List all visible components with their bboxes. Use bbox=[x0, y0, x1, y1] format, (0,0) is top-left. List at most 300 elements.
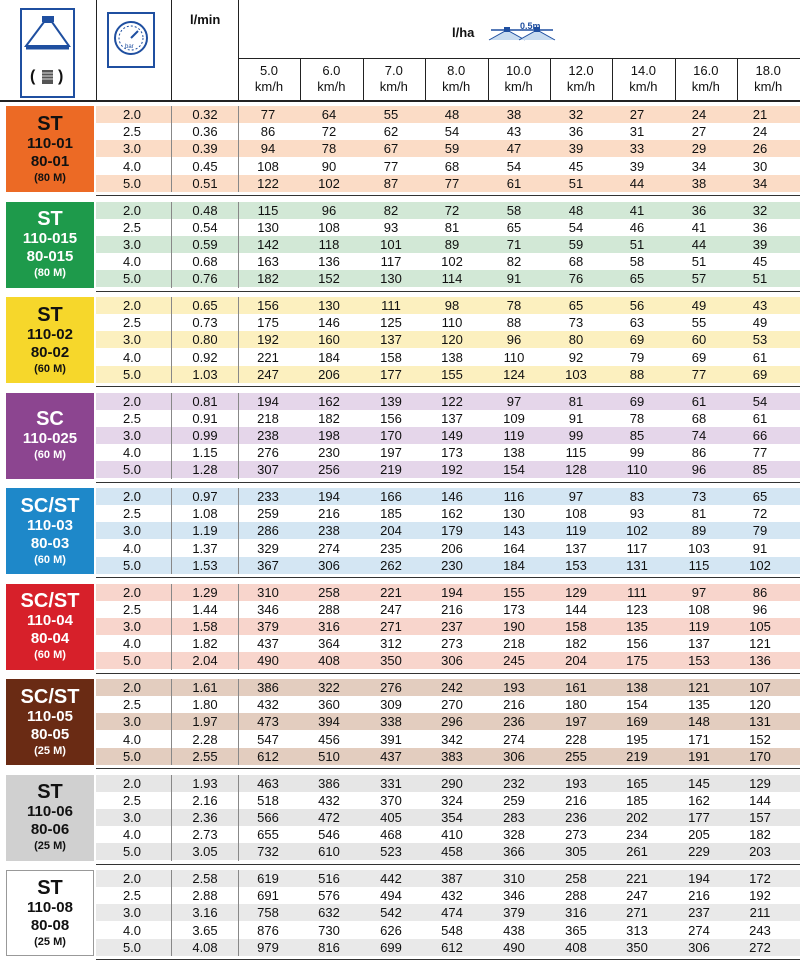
nozzle-label bbox=[6, 106, 94, 192]
rate-cell: 26 bbox=[752, 141, 768, 157]
pressure-cell: 3.0 bbox=[122, 905, 142, 921]
rate-cell: 115 bbox=[257, 202, 279, 218]
rate-cell: 274 bbox=[318, 540, 340, 556]
flow-cell: 0.73 bbox=[192, 315, 218, 331]
rate-cell: 117 bbox=[626, 540, 648, 556]
rate-cell: 548 bbox=[441, 922, 463, 938]
rate-cell: 51 bbox=[691, 254, 707, 270]
rate-cell: 256 bbox=[318, 462, 340, 478]
rate-cell: 182 bbox=[749, 827, 771, 843]
rate-cell: 238 bbox=[318, 523, 340, 539]
lmin-header: l/min bbox=[190, 12, 221, 27]
pressure-cell: 2.5 bbox=[122, 888, 142, 904]
rate-cell: 96 bbox=[752, 601, 768, 617]
rate-cell: 175 bbox=[626, 653, 648, 669]
rate-cell: 386 bbox=[257, 680, 279, 695]
rate-cell: 36 bbox=[691, 202, 707, 218]
nozzle-group bbox=[0, 584, 800, 672]
rate-cell: 152 bbox=[318, 271, 340, 287]
rate-cell: 130 bbox=[318, 298, 340, 313]
rate-cell: 518 bbox=[257, 792, 279, 808]
nozzle-label-line: 110-06 bbox=[27, 803, 73, 820]
pressure-cell: 5.0 bbox=[122, 462, 142, 478]
rate-cell: 437 bbox=[380, 748, 402, 764]
rate-cell: 142 bbox=[257, 236, 279, 252]
rate-cell: 197 bbox=[380, 445, 402, 461]
flow-cell: 1.97 bbox=[192, 714, 218, 730]
nozzle-group bbox=[0, 870, 800, 958]
rate-cell: 91 bbox=[506, 271, 522, 287]
rate-cell: 610 bbox=[318, 844, 340, 860]
speed-value: 12.0 bbox=[568, 63, 594, 78]
rate-cell: 54 bbox=[444, 124, 460, 140]
rate-cell: 247 bbox=[380, 601, 402, 617]
table-row bbox=[96, 775, 800, 792]
rate-cell: 234 bbox=[626, 827, 648, 843]
speed-value: 5.0 bbox=[259, 63, 279, 78]
rate-cell: 154 bbox=[626, 697, 648, 713]
flow-cell: 1.93 bbox=[192, 775, 218, 791]
rate-cell: 206 bbox=[318, 366, 340, 382]
flow-cell: 1.15 bbox=[192, 445, 218, 461]
rate-cell: 130 bbox=[257, 219, 279, 235]
rate-cell: 329 bbox=[257, 540, 279, 556]
rate-cell: 612 bbox=[257, 748, 279, 764]
rate-cell: 233 bbox=[257, 489, 279, 504]
rate-cell: 71 bbox=[506, 236, 522, 252]
table-row bbox=[96, 175, 800, 192]
rate-cell: 85 bbox=[629, 427, 645, 443]
rate-cell: 316 bbox=[565, 905, 587, 921]
rate-cell: 322 bbox=[318, 680, 340, 695]
rate-cell: 490 bbox=[257, 653, 279, 669]
rate-cell: 307 bbox=[257, 462, 279, 478]
pressure-cell: 4.0 bbox=[122, 445, 142, 461]
nozzle-label-line: (60 M) bbox=[34, 553, 66, 566]
rate-cell: 34 bbox=[752, 175, 768, 191]
table-row bbox=[96, 202, 800, 219]
rate-cell: 81 bbox=[691, 506, 707, 522]
rate-cell: 193 bbox=[503, 680, 525, 695]
speed-header-1 bbox=[300, 63, 362, 95]
rate-cell: 273 bbox=[441, 636, 463, 652]
rate-cell: 64 bbox=[321, 107, 337, 122]
nozzle-label-line: ST bbox=[37, 208, 63, 230]
rate-cell: 43 bbox=[752, 298, 768, 313]
pressure-cell: 2.0 bbox=[122, 393, 142, 409]
nozzle-label-line: SC bbox=[36, 408, 64, 430]
rate-cell: 387 bbox=[441, 871, 463, 886]
rate-cell: 80 bbox=[568, 332, 584, 348]
rate-cell: 288 bbox=[565, 888, 587, 904]
rate-cell: 45 bbox=[752, 254, 768, 270]
rate-cell: 342 bbox=[441, 731, 463, 747]
rate-cell: 310 bbox=[503, 871, 525, 886]
table-row bbox=[96, 887, 800, 904]
rate-cell: 324 bbox=[441, 792, 463, 808]
pressure-cell: 4.0 bbox=[122, 349, 142, 365]
rate-cell: 93 bbox=[383, 219, 399, 235]
rate-cell: 156 bbox=[626, 636, 648, 652]
nozzle-paren-open: ( bbox=[30, 68, 36, 85]
rate-cell: 490 bbox=[503, 939, 525, 955]
rate-cell: 456 bbox=[318, 731, 340, 747]
rate-cell: 408 bbox=[318, 653, 340, 669]
rate-cell: 192 bbox=[749, 888, 771, 904]
rate-cell: 138 bbox=[441, 349, 463, 365]
rate-cell: 237 bbox=[688, 905, 710, 921]
rate-cell: 283 bbox=[503, 809, 525, 825]
table-row bbox=[96, 731, 800, 748]
rate-cell: 235 bbox=[380, 540, 402, 556]
rate-cell: 24 bbox=[691, 107, 707, 122]
pressure-cell: 3.0 bbox=[122, 523, 142, 539]
rate-cell: 155 bbox=[503, 584, 525, 600]
nozzle-icon-box bbox=[20, 8, 75, 98]
rate-cell: 68 bbox=[444, 158, 460, 174]
rate-cell: 516 bbox=[318, 871, 340, 886]
table-row bbox=[96, 461, 800, 478]
rate-cell: 96 bbox=[321, 202, 337, 218]
table-row bbox=[96, 679, 800, 696]
rate-cell: 59 bbox=[444, 141, 460, 157]
rate-cell: 566 bbox=[257, 809, 279, 825]
pressure-cell: 4.0 bbox=[122, 731, 142, 747]
flow-cell: 2.58 bbox=[192, 871, 218, 886]
flow-cell: 1.29 bbox=[192, 584, 218, 600]
rate-cell: 261 bbox=[626, 844, 648, 860]
nozzle-label-line: 80-04 bbox=[30, 630, 70, 647]
pressure-cell: 2.5 bbox=[122, 315, 142, 331]
rate-cell: 228 bbox=[565, 731, 587, 747]
table-row bbox=[96, 522, 800, 539]
nozzle-group bbox=[0, 775, 800, 863]
rate-cell: 61 bbox=[752, 410, 768, 426]
pressure-cell: 3.0 bbox=[122, 236, 142, 252]
rate-cell: 97 bbox=[506, 393, 522, 409]
pressure-cell: 2.5 bbox=[122, 506, 142, 522]
pressure-cell: 4.0 bbox=[122, 158, 142, 174]
rate-cell: 194 bbox=[318, 489, 340, 504]
rate-cell: 182 bbox=[565, 636, 587, 652]
rate-cell: 85 bbox=[752, 462, 768, 478]
rate-cell: 271 bbox=[380, 618, 402, 634]
nozzle-label-line: (25 M) bbox=[34, 744, 66, 757]
rate-cell: 192 bbox=[441, 462, 463, 478]
rate-cell: 405 bbox=[380, 809, 402, 825]
rate-cell: 221 bbox=[257, 349, 279, 365]
nozzle-label-line: 110-025 bbox=[22, 430, 78, 447]
table-row bbox=[96, 922, 800, 939]
rate-cell: 135 bbox=[626, 618, 648, 634]
rate-cell: 306 bbox=[503, 748, 525, 764]
rate-cell: 576 bbox=[318, 888, 340, 904]
rate-cell: 211 bbox=[749, 905, 771, 921]
table-row bbox=[96, 843, 800, 860]
rate-cell: 137 bbox=[380, 332, 402, 348]
rate-cell: 39 bbox=[752, 236, 768, 252]
rate-cell: 290 bbox=[441, 775, 463, 791]
rate-cell: 51 bbox=[568, 175, 584, 191]
nozzle-label-line: SC/ST bbox=[20, 590, 80, 612]
rate-cell: 170 bbox=[749, 748, 771, 764]
rate-cell: 121 bbox=[749, 636, 771, 652]
flow-cell: 1.82 bbox=[192, 636, 218, 652]
rate-cell: 156 bbox=[380, 410, 402, 426]
rate-cell: 338 bbox=[380, 714, 402, 730]
pressure-cell: 4.0 bbox=[122, 254, 142, 270]
pressure-cell: 4.0 bbox=[122, 827, 142, 843]
rate-cell: 107 bbox=[749, 680, 771, 695]
rate-cell: 77 bbox=[691, 366, 707, 382]
rate-cell: 56 bbox=[629, 298, 645, 313]
nozzle-label bbox=[6, 202, 94, 288]
pressure-cell: 2.0 bbox=[122, 298, 142, 313]
rate-cell: 102 bbox=[441, 254, 463, 270]
nozzle-label-line: 80-06 bbox=[30, 821, 70, 838]
rate-cell: 45 bbox=[568, 158, 584, 174]
rate-cell: 170 bbox=[380, 427, 402, 443]
rate-cell: 122 bbox=[441, 393, 463, 409]
rate-cell: 309 bbox=[380, 697, 402, 713]
rate-cell: 138 bbox=[503, 445, 525, 461]
nozzle-group bbox=[0, 297, 800, 385]
rate-cell: 166 bbox=[380, 489, 402, 504]
rate-cell: 27 bbox=[691, 124, 707, 140]
rate-cell: 88 bbox=[506, 315, 522, 331]
rate-cell: 119 bbox=[565, 523, 587, 539]
speed-unit: km/h bbox=[566, 79, 596, 94]
rate-cell: 691 bbox=[257, 888, 279, 904]
table-row bbox=[96, 540, 800, 557]
flow-cell: 1.03 bbox=[192, 366, 218, 382]
rate-cell: 55 bbox=[383, 107, 399, 122]
rate-cell: 102 bbox=[626, 523, 648, 539]
rate-cell: 202 bbox=[626, 809, 648, 825]
rate-cell: 135 bbox=[688, 697, 710, 713]
flow-cell: 3.65 bbox=[192, 922, 218, 938]
rate-cell: 61 bbox=[752, 349, 768, 365]
rate-cell: 102 bbox=[749, 557, 771, 573]
speed-header-8 bbox=[737, 63, 799, 95]
rate-cell: 458 bbox=[441, 844, 463, 860]
flow-cell: 2.55 bbox=[192, 748, 218, 764]
rate-cell: 53 bbox=[752, 332, 768, 348]
rate-cell: 51 bbox=[752, 271, 768, 287]
rate-cell: 203 bbox=[749, 844, 771, 860]
pressure-cell: 3.0 bbox=[122, 427, 142, 443]
nozzle-label-line: ST bbox=[37, 781, 63, 803]
rate-cell: 69 bbox=[629, 393, 645, 409]
rate-cell: 979 bbox=[257, 939, 279, 955]
rate-cell: 316 bbox=[318, 618, 340, 634]
nozzle-label-line: 80-08 bbox=[30, 916, 70, 934]
rate-cell: 221 bbox=[626, 871, 648, 886]
rate-cell: 238 bbox=[257, 427, 279, 443]
rate-cell: 79 bbox=[752, 523, 768, 539]
rate-cell: 146 bbox=[318, 315, 340, 331]
flow-cell: 1.44 bbox=[192, 601, 218, 617]
nozzle-label-line: 80-03 bbox=[30, 534, 70, 552]
rate-cell: 110 bbox=[626, 462, 648, 478]
speed-header-6 bbox=[612, 63, 674, 95]
speed-unit: km/h bbox=[691, 79, 720, 94]
rate-cell: 105 bbox=[749, 618, 771, 634]
rate-cell: 236 bbox=[503, 714, 525, 730]
rate-cell: 122 bbox=[257, 175, 279, 191]
rate-cell: 306 bbox=[688, 939, 710, 955]
nozzle-group bbox=[0, 393, 800, 481]
rate-cell: 204 bbox=[565, 653, 587, 669]
pressure-cell: 3.0 bbox=[122, 618, 142, 634]
rate-cell: 152 bbox=[749, 731, 771, 747]
table-row bbox=[96, 870, 800, 887]
pressure-cell: 2.0 bbox=[122, 775, 142, 791]
table-row bbox=[96, 488, 800, 505]
rate-cell: 33 bbox=[629, 141, 645, 157]
rate-cell: 232 bbox=[503, 775, 525, 791]
rate-cell: 101 bbox=[380, 236, 402, 252]
nozzle-label-line: (25 M) bbox=[34, 935, 66, 948]
rate-cell: 82 bbox=[383, 202, 399, 218]
rate-cell: 442 bbox=[380, 871, 402, 886]
rate-cell: 108 bbox=[688, 601, 710, 617]
rate-cell: 510 bbox=[318, 748, 340, 764]
flow-cell: 0.59 bbox=[192, 236, 218, 252]
pressure-cell: 5.0 bbox=[122, 271, 142, 287]
rate-cell: 65 bbox=[568, 298, 584, 313]
rate-cell: 69 bbox=[629, 332, 645, 348]
rate-cell: 242 bbox=[441, 680, 463, 695]
flow-cell: 0.91 bbox=[192, 410, 218, 426]
nozzle-label bbox=[6, 584, 94, 670]
rate-cell: 144 bbox=[565, 601, 587, 617]
pressure-cell: 2.0 bbox=[122, 584, 142, 600]
nozzle-label-line: 110-01 bbox=[27, 134, 73, 152]
pressure-cell: 4.0 bbox=[122, 636, 142, 652]
rate-cell: 273 bbox=[565, 827, 587, 843]
table-row bbox=[96, 253, 800, 270]
pressure-cell: 5.0 bbox=[122, 175, 142, 191]
rate-cell: 69 bbox=[691, 349, 707, 365]
rate-cell: 91 bbox=[568, 410, 584, 426]
rate-cell: 153 bbox=[688, 653, 710, 669]
rate-cell: 216 bbox=[565, 792, 587, 808]
table-row bbox=[96, 635, 800, 652]
rate-cell: 350 bbox=[626, 939, 648, 955]
speed-value: 8.0 bbox=[447, 63, 466, 78]
rate-cell: 474 bbox=[441, 905, 463, 921]
rate-cell: 129 bbox=[749, 775, 771, 791]
rate-cell: 195 bbox=[626, 731, 648, 747]
rate-cell: 125 bbox=[380, 315, 402, 331]
flow-cell: 0.97 bbox=[192, 489, 218, 504]
rate-cell: 463 bbox=[257, 775, 279, 791]
rate-cell: 138 bbox=[626, 680, 648, 695]
nozzle-group bbox=[0, 202, 800, 290]
flow-cell: 0.81 bbox=[192, 393, 218, 409]
rate-cell: 379 bbox=[257, 618, 279, 634]
rate-cell: 110 bbox=[441, 315, 463, 331]
pressure-cell: 4.0 bbox=[122, 540, 142, 556]
nozzle-label-line: (25 M) bbox=[34, 840, 66, 852]
rate-cell: 137 bbox=[565, 540, 587, 556]
rate-cell: 432 bbox=[257, 697, 279, 713]
rate-cell: 177 bbox=[688, 809, 710, 825]
rate-cell: 331 bbox=[380, 775, 402, 791]
rate-cell: 432 bbox=[441, 888, 463, 904]
rate-cell: 206 bbox=[441, 540, 463, 556]
rate-cell: 54 bbox=[752, 393, 768, 409]
table-row bbox=[96, 748, 800, 765]
rate-cell: 158 bbox=[380, 349, 402, 365]
rate-cell: 165 bbox=[626, 775, 648, 791]
rate-cell: 182 bbox=[257, 271, 279, 287]
flow-cell: 2.88 bbox=[192, 888, 218, 904]
nozzle-label bbox=[6, 679, 94, 765]
rate-cell: 699 bbox=[380, 939, 402, 955]
rate-cell: 121 bbox=[688, 680, 710, 695]
table-row bbox=[96, 444, 800, 461]
rate-cell: 193 bbox=[565, 775, 587, 791]
table-row bbox=[96, 106, 800, 123]
rate-cell: 219 bbox=[380, 462, 402, 478]
table-row bbox=[96, 366, 800, 383]
flow-cell: 0.54 bbox=[192, 219, 218, 235]
table-row bbox=[96, 792, 800, 809]
rate-cell: 184 bbox=[503, 557, 525, 573]
rate-cell: 66 bbox=[752, 427, 768, 443]
table-row bbox=[96, 158, 800, 175]
rate-cell: 36 bbox=[752, 219, 768, 235]
speed-value: 16.0 bbox=[693, 63, 719, 78]
rate-cell: 542 bbox=[380, 905, 402, 921]
nozzle-label-line: (60 M) bbox=[34, 649, 66, 661]
rate-cell: 96 bbox=[691, 462, 707, 478]
rate-cell: 27 bbox=[629, 107, 645, 122]
rate-cell: 243 bbox=[749, 922, 771, 938]
table-row bbox=[96, 713, 800, 730]
table-row bbox=[96, 904, 800, 921]
rate-cell: 255 bbox=[565, 748, 587, 764]
flow-cell: 2.36 bbox=[192, 809, 218, 825]
rate-cell: 49 bbox=[752, 315, 768, 331]
rate-cell: 143 bbox=[503, 523, 525, 539]
rate-cell: 129 bbox=[565, 584, 587, 600]
rate-cell: 78 bbox=[506, 298, 522, 313]
rate-cell: 383 bbox=[441, 748, 463, 764]
speed-unit: km/h bbox=[754, 79, 783, 94]
nozzle-label-line: (60 M) bbox=[34, 449, 66, 461]
flow-cell: 0.99 bbox=[192, 427, 218, 443]
rate-cell: 216 bbox=[688, 888, 710, 904]
rate-cell: 194 bbox=[257, 393, 279, 409]
rate-cell: 185 bbox=[626, 792, 648, 808]
rate-cell: 346 bbox=[257, 601, 279, 617]
rate-cell: 58 bbox=[506, 202, 522, 218]
rate-cell: 73 bbox=[691, 489, 707, 504]
rate-cell: 77 bbox=[444, 175, 460, 191]
rate-cell: 61 bbox=[506, 175, 522, 191]
speed-value: 7.0 bbox=[384, 63, 403, 78]
rate-cell: 68 bbox=[568, 254, 584, 270]
rate-cell: 364 bbox=[318, 636, 340, 652]
rate-cell: 192 bbox=[257, 332, 279, 348]
flow-cell: 2.28 bbox=[192, 731, 218, 747]
rate-cell: 34 bbox=[691, 158, 707, 174]
rate-cell: 816 bbox=[318, 939, 340, 955]
table-row bbox=[96, 427, 800, 444]
